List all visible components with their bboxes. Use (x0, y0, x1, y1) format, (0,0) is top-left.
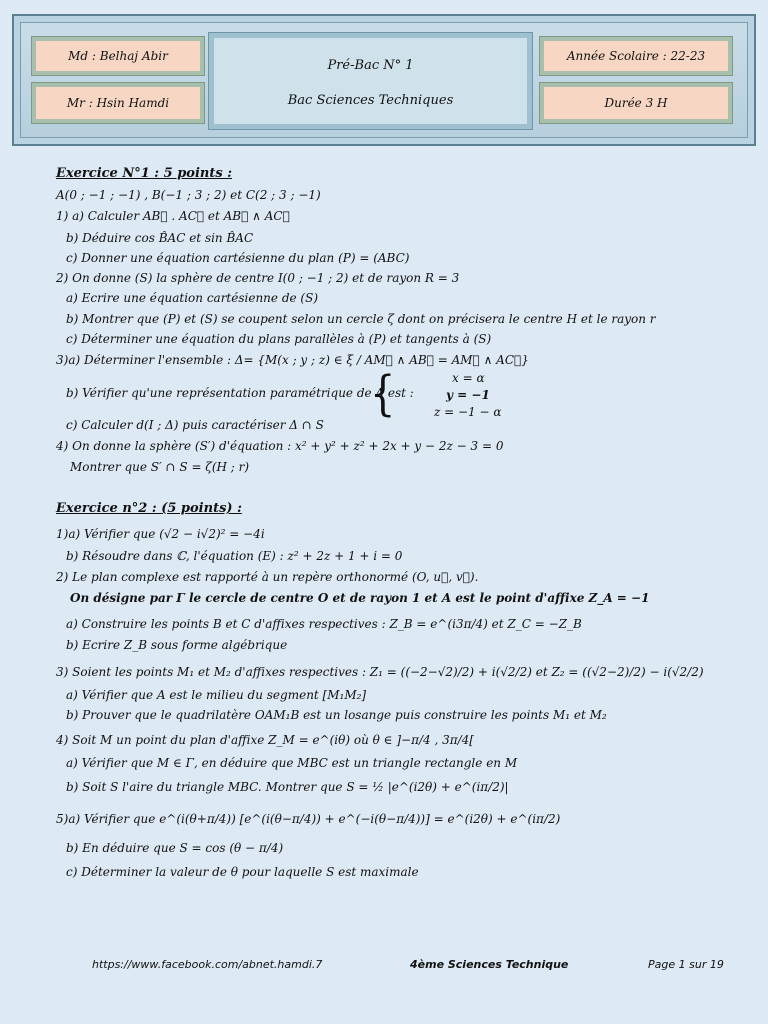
ex2-line: b) Ecrire Z_B sous forme algébrique (66, 638, 288, 652)
ex1-line: b) Déduire cos B̂AC et sin B̂AC (66, 231, 254, 245)
teacher1-box (32, 37, 204, 75)
ex1-line: c) Calculer d(I ; Δ) puis caractériser Δ ∩ S (66, 418, 324, 432)
ex1-line: 4) On donne la sphère (S′) d'équation : x² + y² + z² + 2x + y − 2z − 3 = 0 (56, 439, 504, 453)
duration-label: Durée 3 H (604, 96, 668, 110)
ex1-line: c) Donner une équation cartésienne du plan (P) = (ABC) (66, 251, 410, 265)
exam-title: Pré-Bac N° 1 (327, 58, 414, 73)
footer-url[interactable]: https://www.facebook.com/abnet.hamdi.7 (92, 958, 323, 971)
ex1-line: 1) a) Calculer AB⃗ . AC⃗ et AB⃗ ∧ AC⃗ (56, 209, 290, 223)
ex2-line: 1)a) Vérifier que (√2 − i√2)² = −4i (56, 527, 265, 541)
ex2-line: b) Prouver que le quadrilatère OAM₁B est un losange puis construire les points M₁ et M₂ (66, 708, 607, 722)
year-label: Année Scolaire : 22-23 (566, 49, 706, 63)
system-line: z = −1 − α (434, 405, 502, 419)
exam-subtitle: Bac Sciences Techniques (287, 93, 454, 108)
footer-level: 4ème Sciences Technique (410, 958, 569, 971)
ex1-line: b) Montrer que (P) et (S) se coupent selon un cercle ζ dont on précisera le centre H et le rayon r (66, 312, 656, 326)
ex2-line: b) Résoudre dans ℂ, l'équation (E) : z² + 2z + 1 + i = 0 (66, 549, 403, 563)
teacher2-label: Mr : Hsin Hamdi (66, 96, 170, 110)
ex1-line: A(0 ; −1 ; −1) , B(−1 ; 3 ; 2) et C(2 ; 3 ; −1) (56, 188, 321, 202)
ex2-line: a) Vérifier que M ∈ Γ, en déduire que MBC est un triangle rectangle en M (66, 756, 518, 770)
ex2-line: c) Déterminer la valeur de θ pour laquelle S est maximale (66, 865, 419, 879)
ex2-line: a) Vérifier que A est le milieu du segment [M₁M₂] (66, 688, 367, 702)
ex1-line: a) Ecrire une équation cartésienne de (S) (66, 291, 319, 305)
exercise1-title: Exercice N°1 : 5 points : (56, 166, 232, 181)
ex2-line: 4) Soit M un point du plan d'affixe Z_M = e^(iθ) où θ ∈ ]−π/4 , 3π/4[ (56, 733, 474, 747)
ex1-line: Montrer que S′ ∩ S = ζ(H ; r) (70, 460, 250, 474)
ex1-line: 2) On donne (S) la sphère de centre I(0 ; −1 ; 2) et de rayon R = 3 (56, 271, 460, 285)
system-brace: { (370, 366, 396, 422)
title-box (209, 33, 532, 129)
system-line: x = α (452, 371, 485, 385)
ex2-line: 3) Soient les points M₁ et M₂ d'affixes respectives : Z₁ = ((−2−√2)/2) + i(√2/2) et Z₂ = ((√2−2)/2) − i(√2/2) (56, 665, 704, 679)
ex1-line: 3)a) Déterminer l'ensemble : Δ= {M(x ; y ; z) ∈ ξ / AM⃗ ∧ AB⃗ = AM⃗ ∧ AC⃗} (56, 353, 529, 367)
ex1-line: b) Vérifier qu'une représentation paramétrique de Δ est : (66, 386, 414, 400)
ex2-line: 2) Le plan complexe est rapporté à un repère orthonormé (O, u⃗, v⃗). (56, 570, 479, 584)
teacher1-label: Md : Belhaj Abir (68, 49, 168, 63)
teacher2-box (32, 83, 204, 123)
system-line: y = −1 (446, 388, 490, 402)
ex2-line: b) Soit S l'aire du triangle MBC. Montrer que S = ½ |e^(i2θ) + e^(iπ/2)| (66, 780, 509, 794)
footer-page: Page 1 sur 19 (648, 958, 724, 971)
ex2-line: 5)a) Vérifier que e^(i(θ+π/4)) [e^(i(θ−π/4)) + e^(−i(θ−π/4))] = e^(i2θ) + e^(iπ/2) (56, 812, 561, 826)
ex2-line: a) Construire les points B et C d'affixes respectives : Z_B = e^(i3π/4) et Z_C = −Z_B (66, 617, 582, 631)
ex2-line: b) En déduire que S = cos (θ − π/4) (66, 841, 284, 855)
ex1-line: c) Déterminer une équation du plans parallèles à (P) et tangents à (S) (66, 332, 492, 346)
exercise2-title: Exercice n°2 : (5 points) : (56, 501, 242, 516)
duration-box (540, 83, 732, 123)
year-box (540, 37, 732, 75)
ex2-line: On désigne par Γ le cercle de centre O et de rayon 1 et A est le point d'affixe Z_A = −1 (70, 591, 650, 605)
